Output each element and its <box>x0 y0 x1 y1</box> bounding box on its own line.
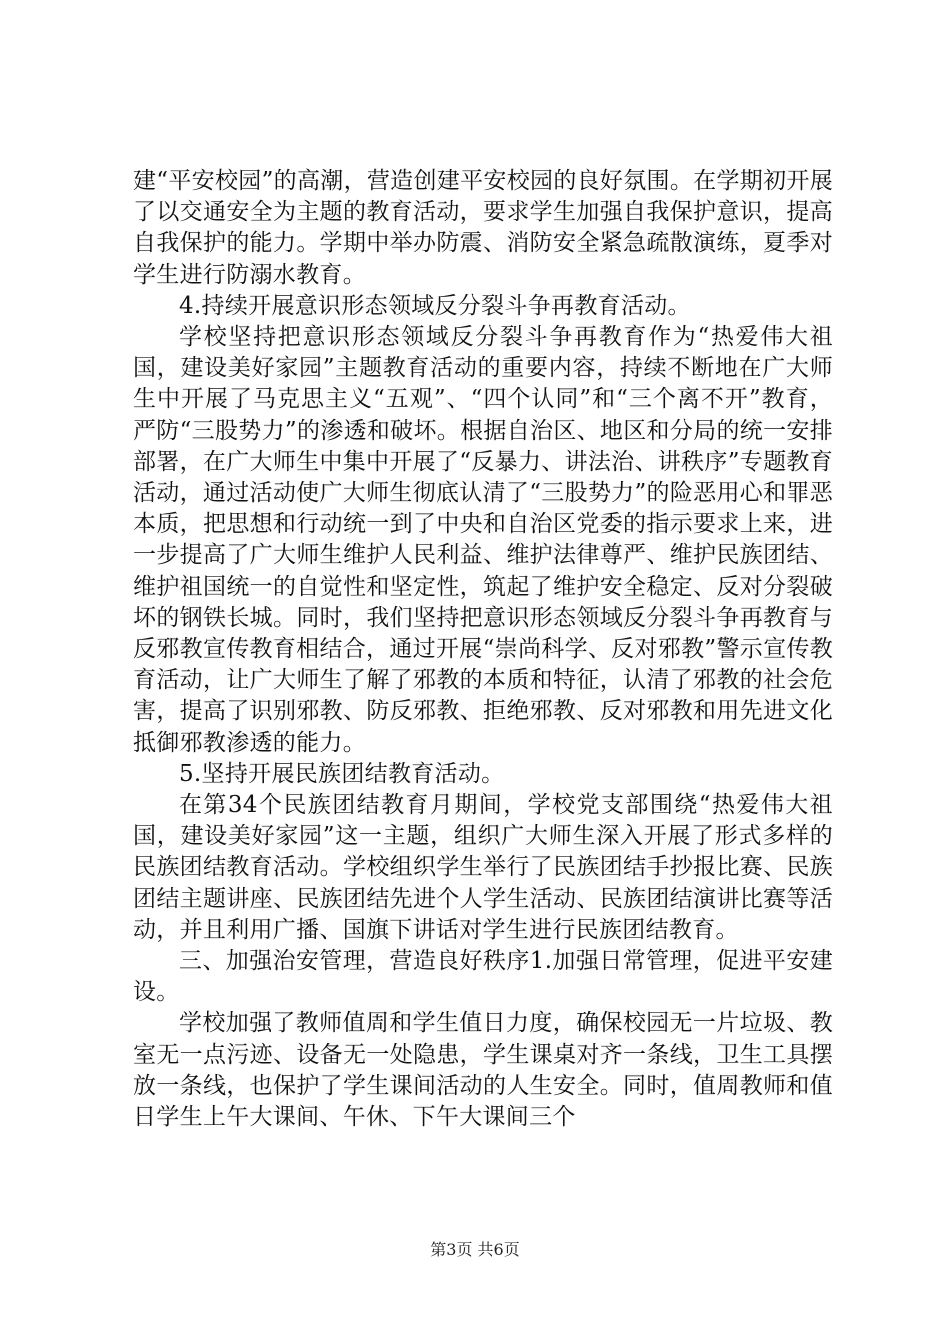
paragraph-ethnic-unity: 在第34个民族团结教育月期间，学校党支部围绕“热爱伟大祖国，建设美好家园”这一主题，组织广大师生深入开展了形式多样的民族团结教育活动。学校组织学生举行了民族团结手抄报比赛、民族团结主题讲座、民族团结先进个人学生活动、民族团结演讲比赛等活动，并且利用广播、国旗下讲话对学生进行民族团结教育。 <box>133 792 833 943</box>
document-body <box>133 166 833 1133</box>
section-heading-5: 5.坚持开展民族团结教育活动。 <box>179 760 505 787</box>
page-number-footer: 第3页 共6页 <box>430 1240 520 1259</box>
section-heading-4: 4.持续开展意识形态领域反分裂斗争再教育活动。 <box>179 292 691 319</box>
section-heading-3: 三、加强治安管理，营造良好秩序1.加强日常管理，促进平安建设。 <box>133 948 833 1006</box>
paragraph-ideology-education: 学校坚持把意识形态领域反分裂斗争再教育作为“热爱伟大祖国，建设美好家园”主题教育活动的重要内容，持续不断地在广大师生中开展了马克思主义“五观”、“四个认同”和“三个离不开”教育，严防“三股势力”的渗透和破坏。根据自治区、地区和分局的统一安排部署，在广大师生中集中开展了“反暴力、讲法治、讲秩序”专题教育活动，通过活动使广大师生彻底认清了“三股势力”的险恶用心和罪恶本质，把思想和行动统一到了中央和自治区党委的指示要求上来，进一步提高了广大师生维护人民利益、维护法律尊严、维护民族团结、维护祖国统一的自觉性和坚定性，筑起了维护安全稳定、反对分裂破坏的钢铁长城。同时，我们坚持把意识形态领域反分裂斗争再教育与反邪教宣传教育相结合，通过开展“崇尚科学、反对邪教”警示宣传教育活动，让广大师生了解了邪教的本质和特征，认清了邪教的社会危害，提高了识别邪教、防反邪教、拒绝邪教、反对邪教和用先进文化抵御邪教渗透的能力。 <box>133 324 833 756</box>
paragraph-continuation: 建“平安校园”的高潮，营造创建平安校园的良好氛围。在学期初开展了以交通安全为主题的教育活动，要求学生加强自我保护意识，提高自我保护的能力。学期中举办防震、消防安全紧急疏散演练，夏季对学生进行防溺水教育。 <box>133 168 833 288</box>
paragraph-daily-management: 学校加强了教师值周和学生值日力度，确保校园无一片垃圾、教室无一点污迹、设备无一处隐患，学生课桌对齐一条线，卫生工具摆放一条线，也保护了学生课间活动的人生安全。同时，值周教师和值日学生上午大课间、午休、下午大课间三个 <box>133 1010 833 1131</box>
